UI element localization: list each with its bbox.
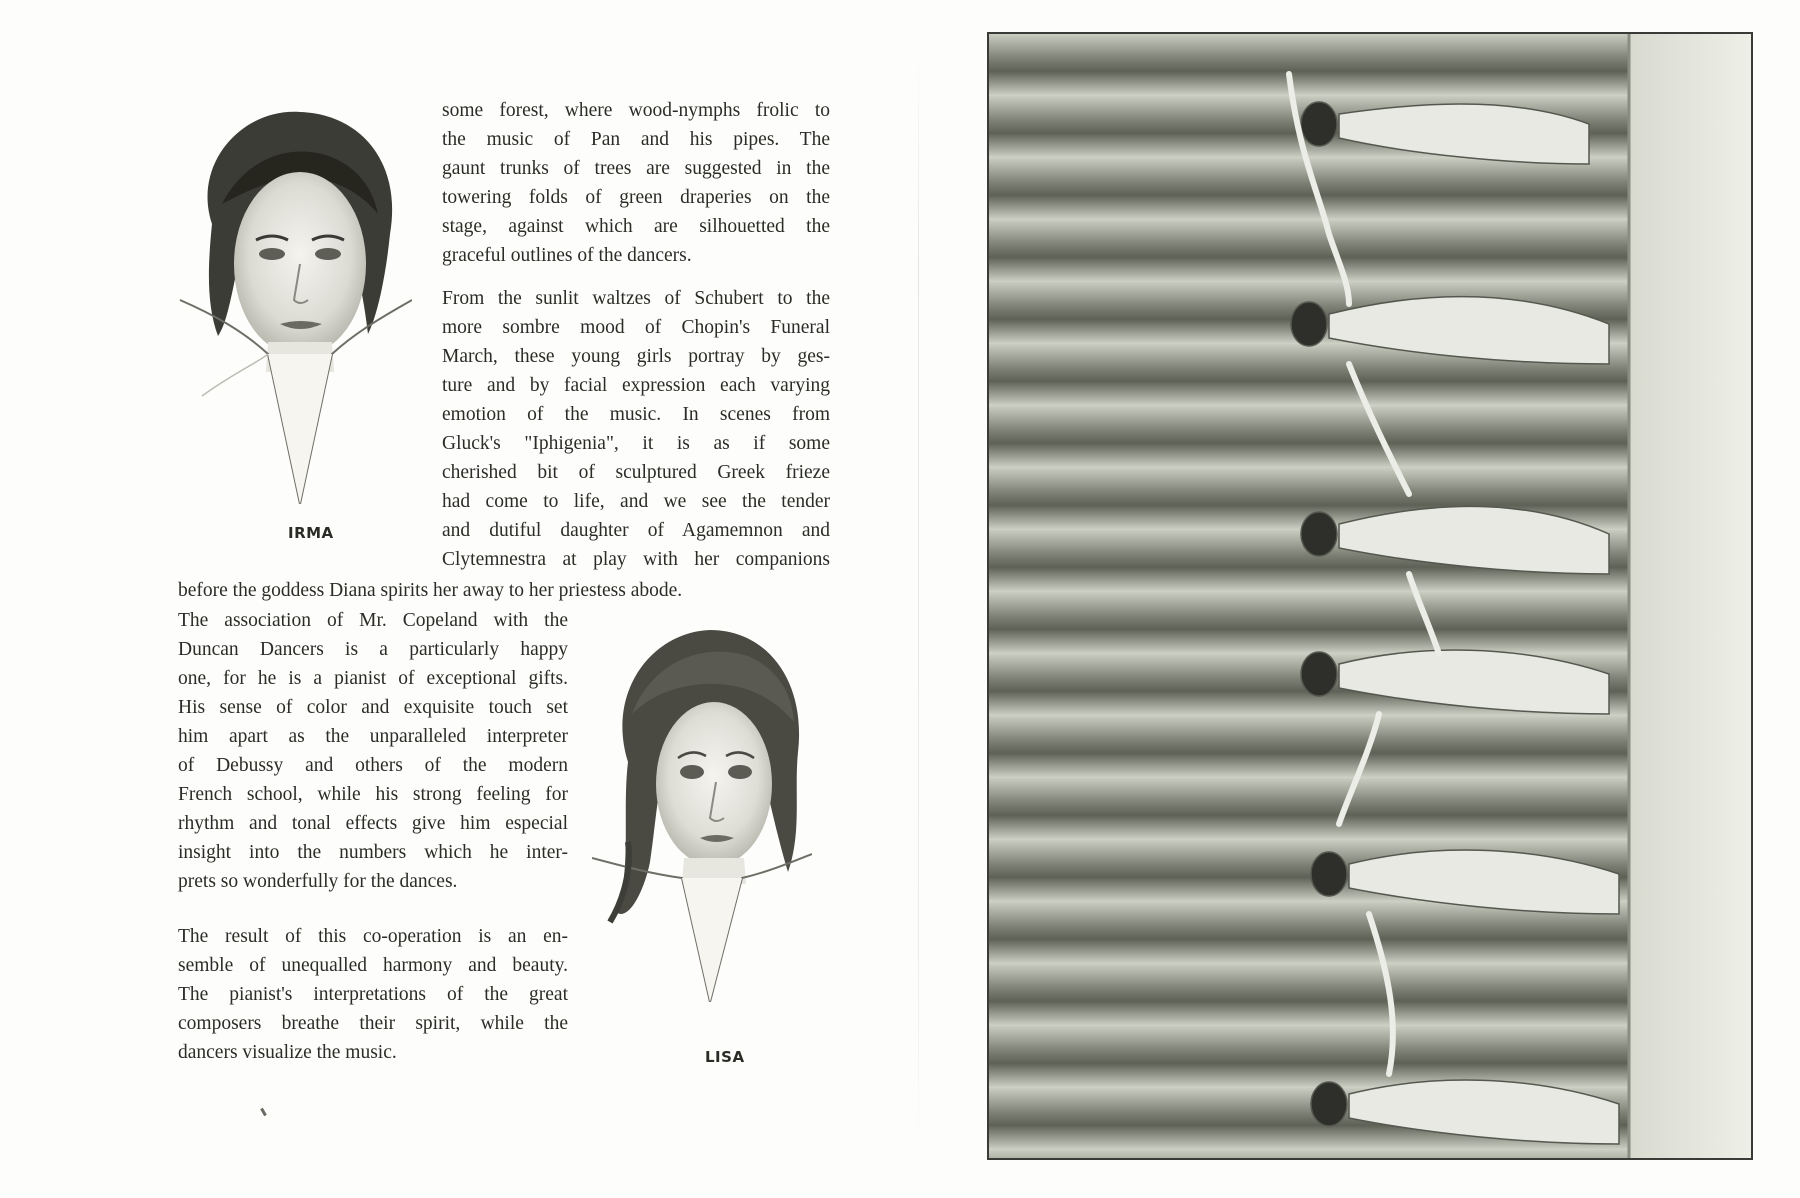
lisa-portrait-image: [592, 622, 812, 1002]
text-line: insight into the numbers which he inter-: [178, 842, 568, 863]
text-line: gaunt trunks of trees are suggested in the: [442, 158, 830, 179]
irma-portrait: [172, 104, 412, 504]
text-line: and dutiful daughter of Agamemnon and: [442, 520, 830, 541]
text-line: emotion of the music. In scenes from: [442, 404, 830, 425]
page-gutter: [918, 30, 919, 1180]
text-line: cherished bit of sculptured Greek frieze: [442, 462, 830, 483]
irma-portrait-image: [172, 104, 412, 504]
text-line: towering folds of green draperies on the: [442, 187, 830, 208]
text-line: of Debussy and others of the modern: [178, 755, 568, 776]
text-line: The result of this co-operation is an en-: [178, 926, 568, 947]
text-line: composers breathe their spirit, while the: [178, 1013, 568, 1034]
paragraph-copeland: [178, 606, 568, 896]
text-line: semble of unequalled harmony and beauty.: [178, 955, 568, 976]
paragraph-cooperation: [178, 922, 568, 1067]
text-line: the music of Pan and his pipes. The: [442, 129, 830, 150]
text-line: had come to life, and we see the tender: [442, 491, 830, 512]
text-line: rhythm and tonal effects give him especial: [178, 813, 568, 834]
text-line: some forest, where wood-nymphs frolic to: [442, 100, 830, 121]
dancers-photograph: [987, 32, 1753, 1160]
text-line: before the goddess Diana spirits her away to her priestess abode.: [178, 580, 683, 601]
dancers-photograph-image: [989, 34, 1751, 1158]
text-line: stage, against which are silhouetted the: [442, 216, 830, 237]
paragraph-forest: [442, 96, 830, 270]
text-line: graceful outlines of the dancers.: [442, 245, 692, 266]
print-speck: [260, 1108, 267, 1116]
text-line: him apart as the unparalleled interpreter: [178, 726, 568, 747]
text-line: The association of Mr. Copeland with the: [178, 610, 568, 631]
text-line: His sense of color and exquisite touch set: [178, 697, 568, 718]
text-line: more sombre mood of Chopin's Funeral: [442, 317, 830, 338]
text-line: prets so wonderfully for the dances.: [178, 871, 458, 892]
text-line: dancers visualize the music.: [178, 1042, 397, 1063]
text-line: The pianist's interpretations of the great: [178, 984, 568, 1005]
irma-caption: IRMA: [288, 524, 334, 542]
text-line: one, for he is a pianist of exceptional gifts.: [178, 668, 568, 689]
lisa-portrait: [592, 622, 812, 1002]
paragraph-schubert-tail: [178, 576, 838, 605]
text-line: Duncan Dancers is a particularly happy: [178, 639, 568, 660]
text-line: French school, while his strong feeling for: [178, 784, 568, 805]
text-line: ture and by facial expression each varying: [442, 375, 830, 396]
text-line: From the sunlit waltzes of Schubert to the: [442, 288, 830, 309]
lisa-caption: LISA: [705, 1048, 745, 1066]
text-line: Clytemnestra at play with her companions: [442, 549, 830, 570]
text-line: March, these young girls portray by ges-: [442, 346, 830, 367]
paragraph-schubert: [442, 284, 830, 574]
text-line: Gluck's "Iphigenia", it is as if some: [442, 433, 830, 454]
